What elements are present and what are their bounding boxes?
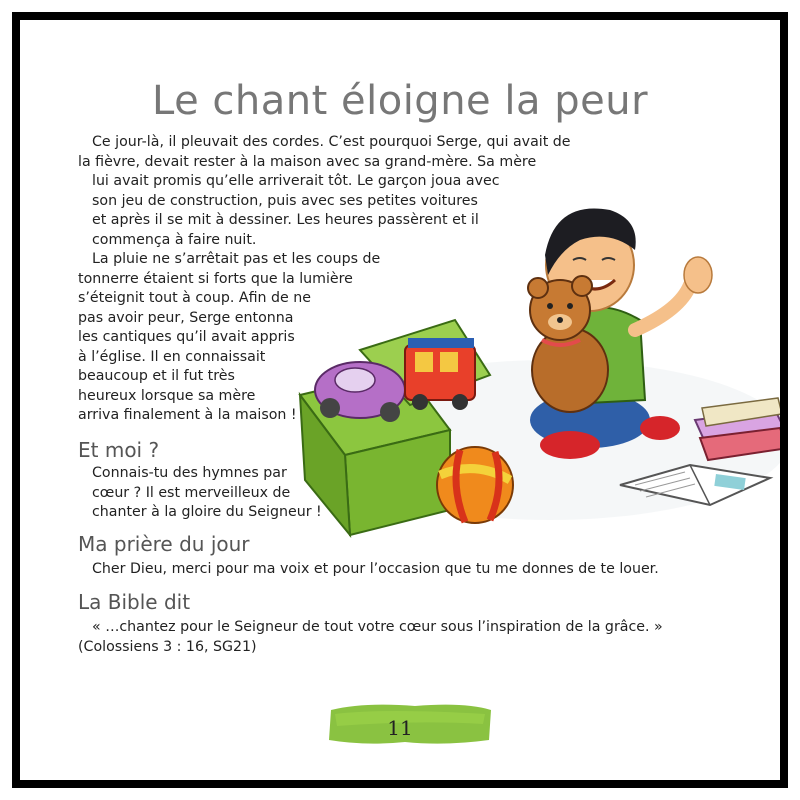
bible-quote: « …chantez pour le Seigneur de tout votre cœur sous l’inspiration de la grâce. » (92, 619, 663, 635)
bible-heading: La Bible dit (78, 590, 191, 614)
et-moi-heading: Et moi ? (78, 438, 160, 462)
page-title: Le chant éloigne la peur (151, 78, 649, 124)
priere-heading: Ma prière du jour (78, 532, 250, 556)
book-stack (695, 398, 788, 460)
priere-text: Cher Dieu, merci pour ma voix et pour l’occasion que tu me donnes de te louer. (92, 561, 659, 577)
et-moi-text: Connais-tu des hymnes par cœur ? Il est merveilleux de chanter à la gloire du Seigneur ! (92, 465, 322, 520)
ball (437, 447, 513, 523)
story-paragraph-1: Ce jour-là, il pleuvait des cordes. C’est pourquoi Serge, qui avait de la fièvre, devait rester à la maison avec sa grand-mère. Sa mère lui avait promis qu’elle arriverait tôt. Le garçon joua avec son jeu de construction, puis avec ses petites voitures et après il se mit à dessiner. Les heures passèrent et il commença à faire nuit. (78, 134, 571, 248)
page-frame (12, 12, 788, 788)
story-text (78, 133, 638, 426)
bible-reference: (Colossiens 3 : 16, SG21) (78, 639, 257, 655)
story-paragraph-2: La pluie ne s’arrêtait pas et les coups de tonnerre étaient si forts que la lumière s’éteignit tout à coup. Afin de ne pas avoir peur, Serge entonna les cantiques qu’il avait appris à l’église. Il en connaissait beaucoup et il fut très heureux lorsque sa mère arriva finalement à la maison ! (78, 251, 381, 423)
page-number: 11 (387, 716, 413, 740)
